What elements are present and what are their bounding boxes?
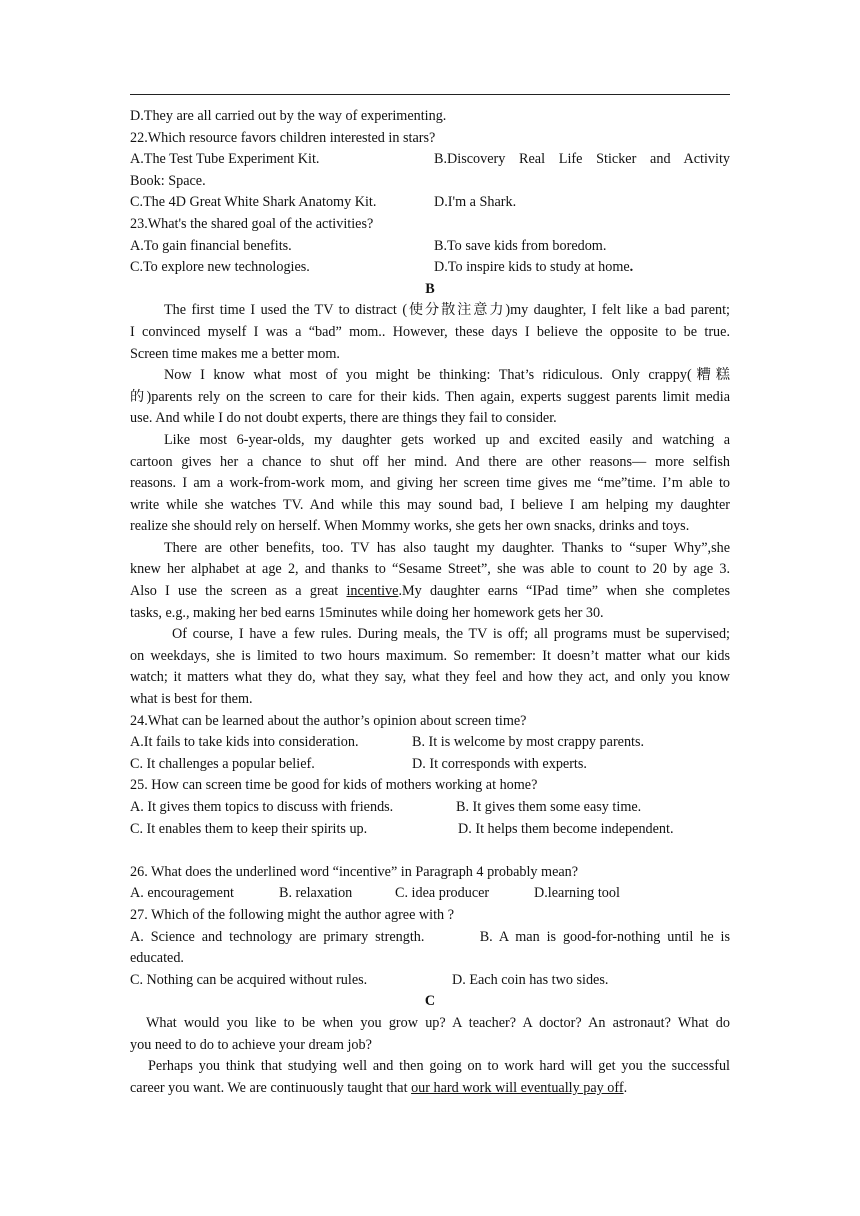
passage-b-p4-line3-start: Also I use the screen as a great (130, 583, 347, 600)
passage-c-p2-line2-end: . (623, 1079, 628, 1096)
q22-option-b: B.Discovery Real Life Sticker and Activity (434, 151, 730, 168)
q26-option-c: C. idea producer (395, 885, 490, 902)
q26-options (130, 883, 730, 905)
section-c-heading: C (424, 993, 436, 1010)
q21-option-d: D.They are all carried out by the way of experimenting. (130, 108, 447, 124)
underlined-phrase-pay-off: our hard work will eventually pay off (411, 1079, 624, 1096)
underlined-word-incentive: incentive (346, 583, 399, 600)
q25-stem: 25. How can screen time be good for kids of mothers working at home? (130, 777, 538, 794)
passage-b-p5-line4: what is best for them. (130, 691, 253, 708)
q23-stem: 23.What's the shared goal of the activities? (130, 215, 374, 232)
passage-c-p2-line2 (130, 1078, 730, 1100)
passage-b-p5-line2: on weekdays, she is limited to two hours maximum. So remember: It doesn’t matter what our kids (130, 647, 730, 664)
passage-b-p2-line3: use. And while I do not doubt experts, there are things they fail to consider. (130, 410, 557, 427)
q22-option-c: C.The 4D Great White Shark Anatomy Kit. (130, 194, 377, 211)
q23-options-cd (130, 257, 730, 279)
q22-options-ab (130, 149, 730, 171)
q23-option-d (434, 257, 730, 279)
passage-b-p3-line2: cartoon gives her a chance to shut off her mind. And there are other reasons— more selfish (130, 453, 730, 470)
q23-option-b: B.To save kids from boredom. (434, 237, 607, 254)
q22-option-b-cont: Book: Space. (130, 172, 206, 189)
q26-option-d: D.learning tool (534, 885, 620, 902)
header-rule (130, 94, 730, 95)
passage-b-p1-line2: I convinced myself I was a “bad” mom.. However, these days I believe the opposite to be true. (130, 323, 730, 340)
q25-option-b: B. It gives them some easy time. (456, 799, 642, 815)
q24-option-d: D. It corresponds with experts. (412, 755, 587, 772)
passage-b-p4-line1: There are other benefits, too. TV has also taught my daughter. Thanks to “super Why”,she (164, 539, 730, 556)
q24-stem: 24.What can be learned about the author’s opinion about screen time? (130, 712, 527, 729)
q23-option-c: C.To explore new technologies. (130, 259, 310, 276)
q27-options-ab: A. Science and technology are primary strength. B. A man is good-for-nothing until he is (130, 928, 730, 945)
q25-options-ab (130, 797, 730, 819)
passage-b-p3-line4: write while she watches TV. And while this may sound bad, I believe I am helping my daughter (130, 496, 730, 513)
q24-option-c: C. It challenges a popular belief. (130, 755, 315, 772)
q24-option-a: A.It fails to take kids into consideration. (130, 734, 359, 751)
q27-option-d: D. Each coin has two sides. (452, 971, 609, 988)
passage-c-p2-line1: Perhaps you think that studying well and then going on to work hard will get you the successful (148, 1058, 730, 1075)
q22-option-a: A.The Test Tube Experiment Kit. (130, 151, 320, 168)
passage-b-p3-line1: Like most 6-year-olds, my daughter gets worked up and excited easily and watching a (164, 431, 730, 448)
q25-option-d: D. It helps them become independent. (458, 820, 674, 837)
q24-options-ab (130, 732, 730, 754)
passage-c-p1-line2: you need to do to achieve your dream job? (130, 1036, 372, 1053)
passage-b-p1-line3: Screen time makes me a better mom. (130, 345, 340, 362)
q24-options-cd (130, 754, 730, 776)
q24-option-b: B. It is welcome by most crappy parents. (412, 734, 645, 751)
passage-b-p4-line3 (130, 581, 730, 603)
passage-b-p1-line1: The first time I used the TV to distract (使分散注意力)my daughter, I felt like a bad parent; (164, 302, 730, 319)
q23-option-d-text: D.To inspire kids to study at home (434, 259, 630, 276)
q22-options-cd (130, 192, 730, 214)
q22-option-d: D.I'm a Shark. (434, 194, 517, 211)
q23-option-d-period: . (629, 259, 634, 276)
q25-option-c: C. It enables them to keep their spirits up. (130, 820, 368, 837)
blank-line (130, 840, 730, 862)
passage-c-p2-line2-start: career you want. We are continuously taught that (130, 1079, 412, 1096)
q26-option-a: A. encouragement (130, 885, 234, 902)
passage-b-p5-line3: watch; it matters what they do, what they say, what they feel and how they act, and only you know (130, 669, 730, 686)
passage-b-p3-line3: reasons. I am a work-from-work mom, and giving her screen time gives me “me”time. I’m able to (130, 475, 730, 492)
passage-b-p3-line5: realize she should rely on herself. When Mommy works, she gets her own snacks, drinks and toys. (130, 518, 690, 535)
q27-stem: 27. Which of the following might the author agree with ? (130, 906, 454, 923)
q27-options-cd (130, 970, 730, 992)
document-page (130, 106, 730, 1099)
passage-b-p4-line4: tasks, e.g., making her bed earns 15minutes while doing her homework gets her 30. (130, 604, 604, 621)
passage-c-p1-line1: What would you like to be when you grow up? A teacher? A doctor? An astronaut? What do (146, 1014, 730, 1031)
q23-option-a: A.To gain financial benefits. (130, 237, 292, 254)
q25-option-a: A. It gives them topics to discuss with friends. (130, 799, 394, 815)
q26-option-b: B. relaxation (279, 885, 353, 902)
passage-b-p2-line2: 的)parents rely on the screen to care for their kids. Then again, experts suggest parents limit media (130, 388, 730, 405)
passage-b-p2-line1: Now I know what most of you might be thinking: That’s ridiculous. Only crappy(糟糕 (164, 367, 730, 384)
q23-options-ab (130, 236, 730, 258)
q22-stem: 22.Which resource favors children interested in stars? (130, 129, 436, 146)
passage-b-p4-line3-end: .My daughter earns “IPad time” when she completes (398, 583, 730, 600)
q25-options-cd (130, 819, 730, 841)
passage-b-p5-line1: Of course, I have a few rules. During meals, the TV is off; all programs must be supervised; (172, 626, 730, 643)
q27-option-c: C. Nothing can be acquired without rules. (130, 971, 368, 988)
passage-b-p4-line2: knew her alphabet at age 2, and thanks to “Sesame Street”, she was able to count to 20 by age 3. (130, 561, 730, 578)
q26-stem: 26. What does the underlined word “incentive” in Paragraph 4 probably mean? (130, 863, 579, 880)
q27-option-b-cont: educated. (130, 950, 184, 967)
section-b-heading: B (425, 280, 435, 297)
